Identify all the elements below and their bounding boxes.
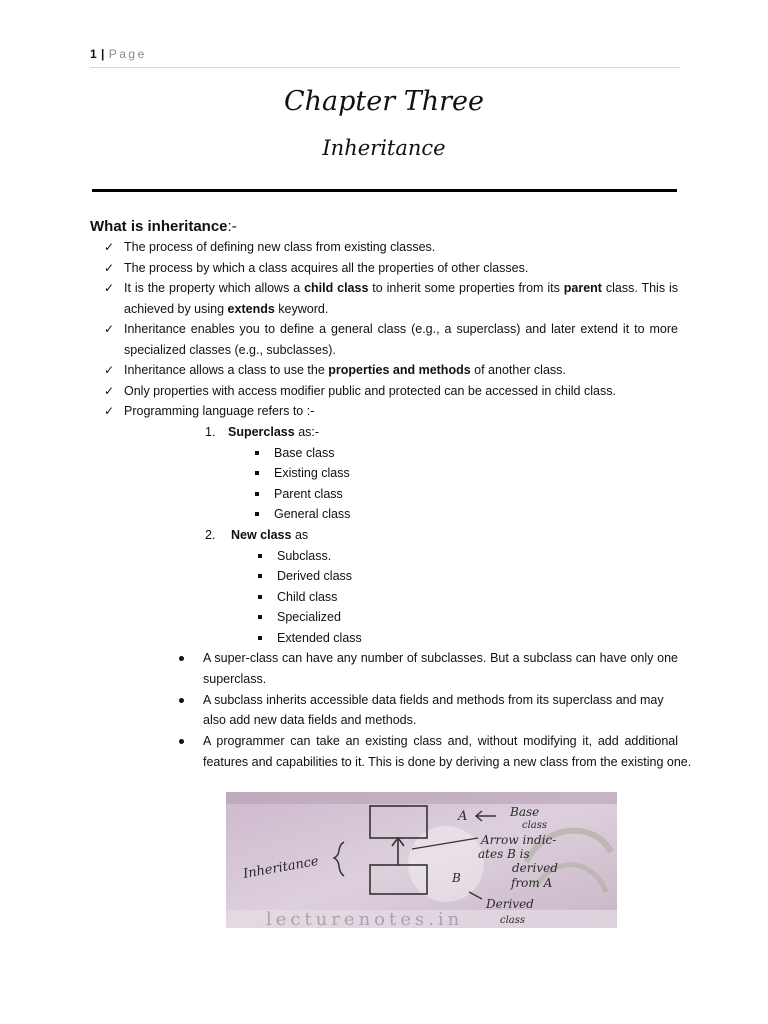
checkmark-icon: ✓ [104,363,115,377]
bold-term: extends [227,301,275,316]
page-number: 1 [90,47,98,61]
numbered-item-suffix: as:- [294,425,320,439]
handwritten-arrow-line3: derived [512,861,558,875]
section-heading-suffix: :- [227,218,237,235]
square-bullet-icon [255,492,259,496]
square-bullet-icon [258,554,262,558]
checkmark-icon: ✓ [104,404,115,418]
chapter-title: Chapter Three [283,86,484,117]
bold-term: child class [304,281,369,295]
checklist-line [124,401,314,421]
square-bullet-icon [258,636,262,640]
checklist-line [124,258,528,278]
numbered-item-heading [231,525,308,545]
checklist-line [124,360,566,380]
text-run: keyword. [274,301,329,316]
checklist-line [124,381,616,401]
checkmark-icon: ✓ [104,240,115,254]
bullet-line: also add new data fields and methods. [203,713,417,728]
sub-list-item: Base class [274,445,335,460]
checklist-line [124,278,678,298]
sub-list-item: Specialized [277,610,341,625]
text-run: The process by which a class acquires all the properties of other classes. [124,260,529,275]
text-run: Inheritance enables you to define a general class (e.g., a superclass) and later extend it to more [124,322,678,336]
handwritten-derived: Derived [486,897,534,911]
numbered-item-bold: New class [231,528,292,542]
section-heading-bold: What is inheritance [90,218,228,235]
bold-term: parent [563,281,602,295]
sub-list-item: Existing class [274,466,350,481]
bullet-line: A subclass inherits accessible data fields and methods from its superclass and may [203,692,664,707]
checkmark-icon: ✓ [104,383,115,398]
numbered-item-heading [228,422,319,442]
numbered-item-number: 1. [205,425,216,439]
page-word: Page [108,47,147,61]
inheritance-diagram-photo [226,792,617,928]
text-run: The process of defining new class from existing classes. [124,240,436,254]
checkmark-icon: ✓ [104,260,115,275]
header-rule [90,67,680,68]
text-run: Only properties with access modifier public and protected can be accessed in child class. [124,383,616,398]
handwritten-base: Base [510,805,540,819]
text-run: of another class. [470,363,566,377]
bold-term: properties and methods [328,363,471,377]
text-run: Programming language refers to :- [124,404,315,418]
text-run: achieved by using [124,301,228,316]
numbered-item-number: 2. [205,528,216,542]
text-run: specialized classes (e.g., subclasses). [124,342,336,357]
sub-list-item: Derived class [277,569,353,584]
checklist-line [124,237,435,257]
text-run: It is the property which allows a [124,281,305,295]
sub-list-item: Subclass. [277,548,332,563]
title-divider [92,189,677,192]
handwritten-derived-class: class [500,915,526,926]
round-bullet-icon [179,656,184,661]
square-bullet-icon [255,471,259,475]
bullet-line: A programmer can take an existing class and, without modifying it, add additional [203,734,678,749]
sub-list-item: Child class [277,589,338,604]
round-bullet-icon [179,739,184,744]
text-run: to inherit some properties from its [368,281,564,295]
checklist-line [124,299,328,319]
bullet-line: superclass. [203,671,267,686]
section-heading [90,218,237,235]
sub-list-item: Extended class [277,631,362,645]
square-bullet-icon [258,595,262,599]
square-bullet-icon [258,574,262,578]
square-bullet-icon [258,615,262,619]
sub-list-item: Parent class [274,486,343,501]
photo-watermark: lecturenotes.in [266,909,464,928]
numbered-item-suffix: as [291,528,309,542]
handwritten-class: class [522,820,548,831]
sub-list-item: General class [274,507,351,522]
header-separator: | [97,47,109,61]
square-bullet-icon [255,451,259,455]
checklist-line [124,340,336,360]
numbered-item-bold: Superclass [228,425,295,439]
text-run: class. This is [601,281,678,295]
round-bullet-icon [179,698,184,703]
chapter-subtitle: Inheritance [322,136,446,160]
text-run: Inheritance allows a class to use the [124,363,329,377]
square-bullet-icon [255,512,259,516]
checklist-line [124,319,678,339]
bullet-line: A super-class can have any number of subclasses. But a subclass can have only one [203,651,678,665]
bullet-line: features and capabilities to it. This is done by deriving a new class from the existing one. [203,755,692,769]
handwritten-b: B [452,871,461,885]
handwritten-a: A [458,809,468,824]
handwritten-arrow-line2: ates B is [478,847,530,861]
checkmark-icon: ✓ [104,322,115,336]
handwritten-arrow-line4: from A [511,876,553,890]
checkmark-icon: ✓ [104,281,115,295]
page-header [90,47,147,61]
handwritten-arrow-line1: Arrow indic- [481,833,557,847]
handwritten-left-label: Inheritance [242,853,320,882]
